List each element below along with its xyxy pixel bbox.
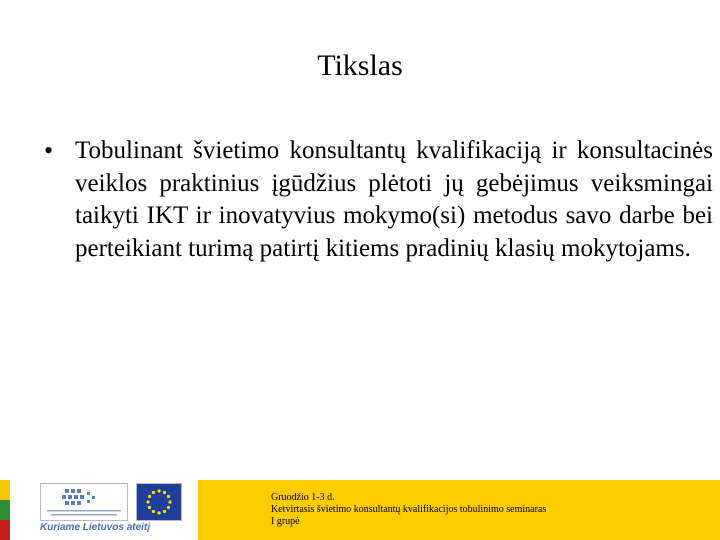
footer-date: Gruodžio 1-3 d. [271, 492, 335, 503]
bullet-dot-icon: • [44, 136, 54, 165]
eu-stars-icon [137, 484, 181, 520]
footer [0, 480, 720, 540]
slogan-text: Kuriame Lietuvos ateitį [40, 522, 151, 533]
footer-text [271, 492, 546, 528]
slide-title: Tikslas [317, 49, 403, 82]
lithuanian-flag-stripes [0, 480, 10, 540]
flag-stripe-red [0, 520, 10, 540]
flag-stripe-yellow [0, 480, 10, 500]
ministry-logo-icon [41, 484, 127, 520]
footer-band [198, 480, 720, 540]
bullet-text: Tobulinant švietimo konsultantų kvalifikaciją ir konsultacinės veiklos praktinius įgūdžius plėtoti jų gebėjimus veiksmingai taikyti IKT ir inovatyvius mokymo(si) metodus savo darbe bei perteikiant turimą patirtį kitiems pradinių klasių mokytojams. [75, 137, 713, 262]
footer-seminar: Ketvirtasis švietimo konsultantų kvalifikacijos tobulinimo seminaras [271, 504, 547, 515]
eu-flag-logo [136, 483, 182, 521]
footer-group: I grupė [271, 516, 300, 527]
flag-stripe-green [0, 500, 10, 520]
ministry-logo [40, 483, 128, 521]
logos-area [38, 480, 188, 540]
